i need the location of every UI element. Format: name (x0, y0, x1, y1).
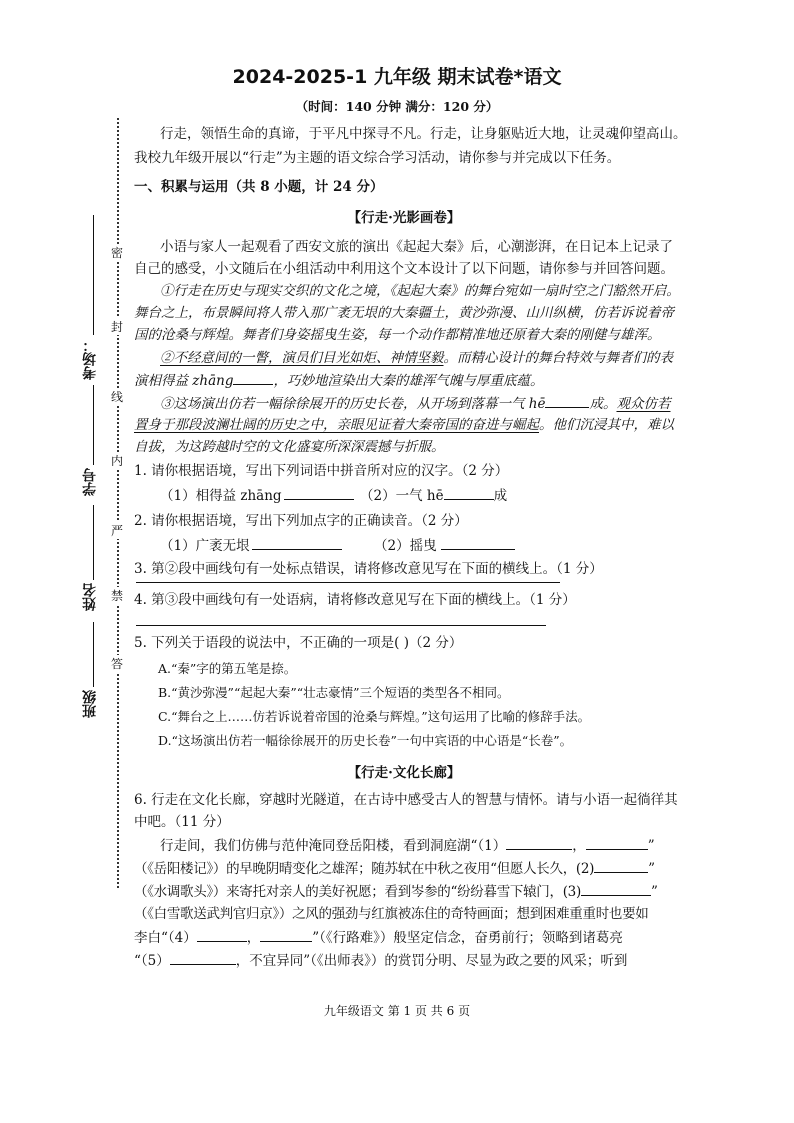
option-d: D.“这场演出仿若一幅徐徐展开的历史长卷”一句中宾语的中心语是“长卷”。 (158, 733, 573, 748)
answer-blank[interactable] (545, 393, 589, 408)
fill-text: ，不宜异同”（《出师表》）的赏罚分明、尽显为政之要的风采；听到 (235, 953, 628, 969)
section-heading: 一、积累与运用（共 8 小题，计 24 分） (134, 179, 384, 195)
underlined-sentence: 观众仿若 (616, 396, 671, 412)
exam-room-line (93, 215, 94, 335)
question-5: 5. 下列关于语段的说法中，不正确的一项是( )（2 分） (134, 635, 463, 651)
passage-text: 演相得益 zhāng (134, 373, 234, 389)
paragraph-line: 自己的感受，小文随后在小组活动中利用这个文本设计了以下问题，请你参与并回答问题。 (134, 261, 674, 277)
passage-line: 自拔，为这跨越时空的文化盛宴所深深震撼与折服。 (134, 439, 445, 455)
name-line (93, 505, 94, 580)
passage-line (160, 393, 700, 415)
fill-text: ” (648, 861, 655, 877)
answer-blank[interactable] (252, 535, 342, 550)
answer-line[interactable] (136, 582, 560, 583)
question-4: 4. 第③段中画线句有一处语病，请将修改意见写在下面的横线上。（1 分） (134, 592, 576, 608)
fill-line (134, 927, 674, 949)
fill-line: （《白雪歌送武判官归京》）之风的强劲与红旗被冻住的奇特画面；想到困难重重时也要如 (134, 906, 649, 922)
seal-dotted-line (117, 118, 119, 888)
q2-item-label: （1）广袤无垠 (160, 538, 250, 554)
seal-char: 封 (107, 318, 127, 335)
answer-blank[interactable] (170, 950, 236, 965)
exam-info: （时间：140 分钟 满分：120 分） (295, 99, 499, 114)
page-title: 2024-2025-1 九年级 期末试卷*语文 (232, 66, 562, 88)
passage-text: 成。 (589, 396, 617, 412)
q2-item-2 (374, 535, 574, 557)
passage-text: ，巧妙地渲染出大秦的雄浑气魄与厚重底蕴。 (273, 373, 544, 389)
exam-room-label: 考场： (82, 338, 98, 380)
answer-blank[interactable] (260, 927, 312, 942)
q1-item-label: （1）相得益 zhāng (160, 488, 282, 504)
fill-text: “（5） (134, 953, 170, 969)
underlined-sentence: 置身于那段波澜壮阔的历史之中，亲眼见证着大秦帝国的奋进与崛起 (134, 417, 539, 433)
fill-text: ” (647, 838, 655, 854)
underlined-sentence: ②不经意间的一瞥，演员们目光如炬、神情坚毅 (160, 350, 444, 366)
option-c: C.“舞台之上……仿若诉说着帝国的沧桑与辉煌。”这句运用了比喻的修辞手法。 (158, 709, 591, 724)
option-b: B.“黄沙弥漫”“起起大秦”“壮志豪情”三个短语的类型各不相同。 (158, 685, 510, 700)
answer-blank[interactable] (284, 485, 354, 500)
answer-line[interactable] (136, 625, 546, 626)
subsection-title: 【行走·光影画卷】 (347, 210, 461, 226)
intro-line: 行走，领悟生命的真谛，于平凡中探寻不凡。行走，让身躯贴近大地，让灵魂仰望高山。 (160, 126, 687, 142)
answer-blank[interactable] (233, 370, 273, 385)
answer-blank[interactable] (586, 835, 648, 850)
question-1: 1. 请你根据语境，写出下列词语中拼音所对应的汉字。（2 分） (134, 463, 509, 479)
passage-text: 。而精心设计的舞台特效与舞者们的表 (443, 350, 673, 366)
seal-char: 密 (107, 244, 127, 261)
fill-text: ” (650, 884, 658, 900)
seal-char: 禁 (107, 587, 127, 604)
option-a: A.“秦”字的第五笔是捺。 (158, 661, 297, 676)
answer-blank[interactable] (594, 858, 648, 873)
passage-text: 。他们沉浸其中，难以 (539, 417, 674, 433)
answer-blank[interactable] (581, 881, 651, 896)
paragraph-line: 小语与家人一起观看了西安文旅的演出《起起大秦》后，心潮澎湃，在日记本上记录了 (160, 239, 673, 255)
fill-text: ”（《行路难》）般坚定信念，奋勇前行；领略到诸葛亮 (312, 930, 623, 946)
passage-line: 国的沧桑与辉煌。舞者们身姿摇曳生姿，每一个动作都精准地还原着大秦的刚健与雄浑。 (134, 327, 661, 343)
q2-item-label: （2）摇曳 (374, 538, 437, 554)
subsection-title: 【行走·文化长廊】 (347, 765, 461, 781)
passage-line: 舞台之上，布景瞬间将人带入那广袤无垠的大秦疆土，黄沙弥漫、山川纵横，仿若诉说着帝 (134, 305, 674, 321)
answer-blank[interactable] (506, 835, 572, 850)
answer-blank[interactable] (197, 927, 247, 942)
intro-line: 我校九年级开展以“行走”为主题的语文综合学习活动，请你参与并完成以下任务。 (134, 150, 621, 166)
passage-line (134, 370, 674, 392)
passage-line (160, 348, 700, 369)
fill-text: 行走间，我们仿佛与范仲淹同登岳阳楼，看到洞庭湖“（1） (160, 838, 507, 854)
fill-text: （《水调歌头》）来寄托对亲人的美好祝愿；看到岑参的“纷纷暮雪下辕门，(3) (134, 884, 581, 900)
fill-text: （《岳阳楼记》）的早晚阴晴变化之雄浑；随苏轼在中秋之夜用“但愿人长久，(2) (134, 861, 595, 877)
question-2: 2. 请你根据语境，写出下列加点字的正确读音。（2 分） (134, 513, 468, 529)
fill-text: ， (246, 930, 261, 946)
seal-char: 线 (107, 388, 127, 405)
seal-char: 内 (107, 452, 127, 469)
seal-char: 严 (107, 522, 127, 539)
class-line (93, 622, 94, 687)
seal-char: 答 (107, 655, 127, 672)
q1-item-2 (360, 485, 560, 507)
passage-text: ③这场演出仿若一幅徐徐展开的历史长卷，从开场到落幕一气 hē (160, 396, 546, 412)
question-3: 3. 第②段中画线句有一处标点错误，请将修改意见写在下面的横线上。（1 分） (134, 561, 603, 577)
q1-item-label: （2）一气 hē (360, 488, 444, 504)
student-id-label: 学号 (82, 468, 98, 496)
fill-line (134, 858, 674, 880)
passage-line: ①行走在历史与现实交织的文化之境，《起起大秦》的舞台宛如一扇时空之门豁然开启。 (160, 283, 680, 299)
question-6-cont: 中吧。（11 分） (134, 814, 230, 830)
student-id-line (93, 385, 94, 465)
fill-line (134, 881, 674, 903)
fill-text: ， (572, 838, 586, 854)
fill-line (134, 950, 674, 972)
question-6: 6. 行走在文化长廊，穿越时光隧道，在古诗中感受古人的智慧与情怀。请与小语一起徜徉其 (134, 792, 678, 808)
answer-blank[interactable] (444, 485, 494, 500)
page-footer: 九年级语文 第 1 页 共 6 页 (323, 1004, 471, 1018)
name-label: 姓名 (82, 583, 98, 611)
q1-item-end: 成 (493, 488, 508, 504)
answer-blank[interactable] (441, 535, 515, 550)
class-label: 班级 (82, 690, 98, 718)
fill-line (160, 835, 700, 857)
fill-text: 李白“（4） (134, 930, 197, 946)
passage-line (134, 415, 674, 436)
